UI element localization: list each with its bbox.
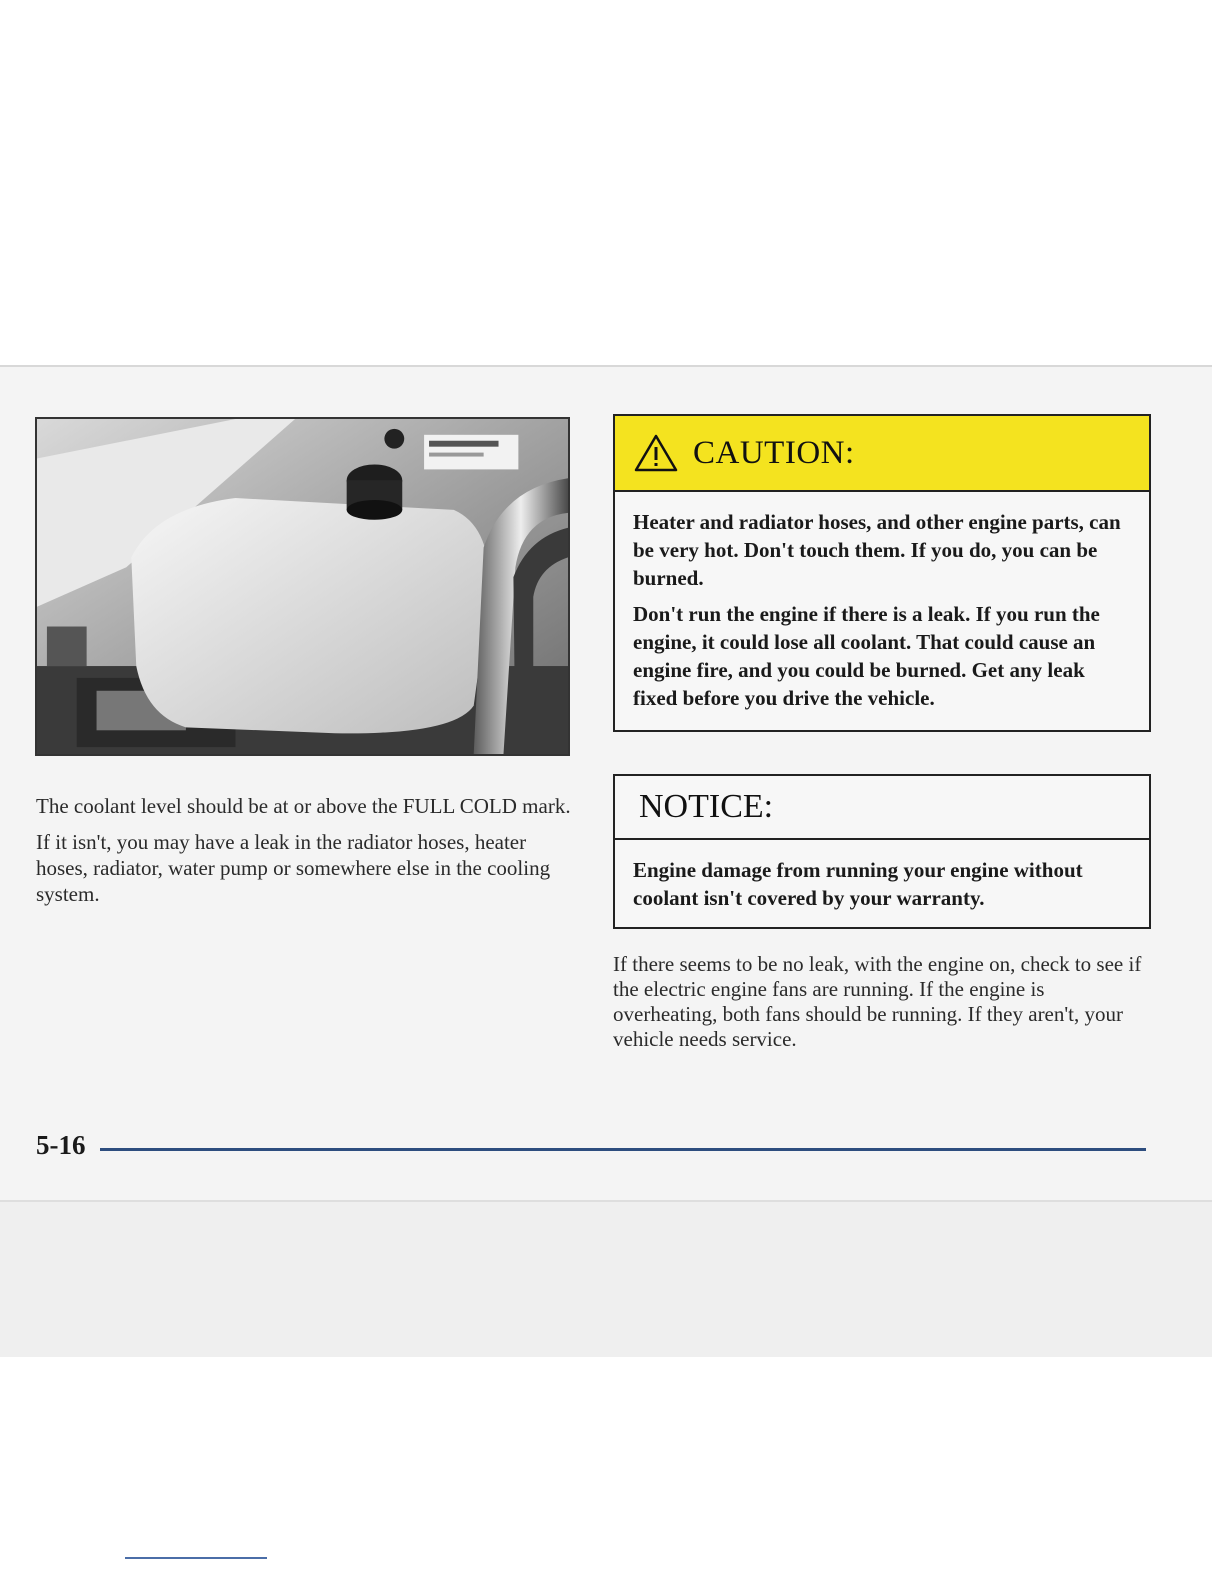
caution-paragraph-hot-parts: Heater and radiator hoses, and other engine parts, can be very hot. Don't touch them. If you do, you can be burned. bbox=[633, 510, 1121, 590]
page-bottom-margin bbox=[0, 1200, 1212, 1357]
caution-paragraph-leak: Don't run the engine if there is a leak. If you run the engine, it could lose all coolant. That could cause an engine fire, and you could be burned. Get any leak fixed before you drive the vehicle. bbox=[633, 602, 1100, 710]
notice-header bbox=[615, 776, 1149, 840]
fans-check-paragraph: If there seems to be no leak, with the engine on, check to see if the electric engine fans are running. If the engine is overheating, both fans should be running. If they aren't, your vehicle needs service. bbox=[613, 952, 1142, 1051]
notice-box bbox=[613, 774, 1151, 929]
coolant-reservoir-photo bbox=[35, 417, 570, 756]
footer-rule bbox=[100, 1148, 1146, 1151]
notice-title: NOTICE: bbox=[639, 788, 774, 825]
page-number: 5-16 bbox=[36, 1130, 86, 1160]
warning-triangle-icon bbox=[633, 433, 679, 473]
caution-body bbox=[615, 492, 1149, 712]
notice-body: Engine damage from running your engine without coolant isn't covered by your warranty. bbox=[633, 858, 1083, 910]
caution-header bbox=[615, 416, 1149, 492]
leak-paragraph: If it isn't, you may have a leak in the radiator hoses, heater hoses, radiator, water pump or somewhere else in the cooling system. bbox=[36, 830, 551, 906]
bottom-divider bbox=[125, 1557, 267, 1559]
left-column-text bbox=[36, 793, 571, 917]
caution-title: CAUTION: bbox=[693, 434, 855, 471]
caution-box bbox=[613, 414, 1151, 732]
coolant-level-paragraph: The coolant level should be at or above the FULL COLD mark. bbox=[36, 794, 571, 818]
